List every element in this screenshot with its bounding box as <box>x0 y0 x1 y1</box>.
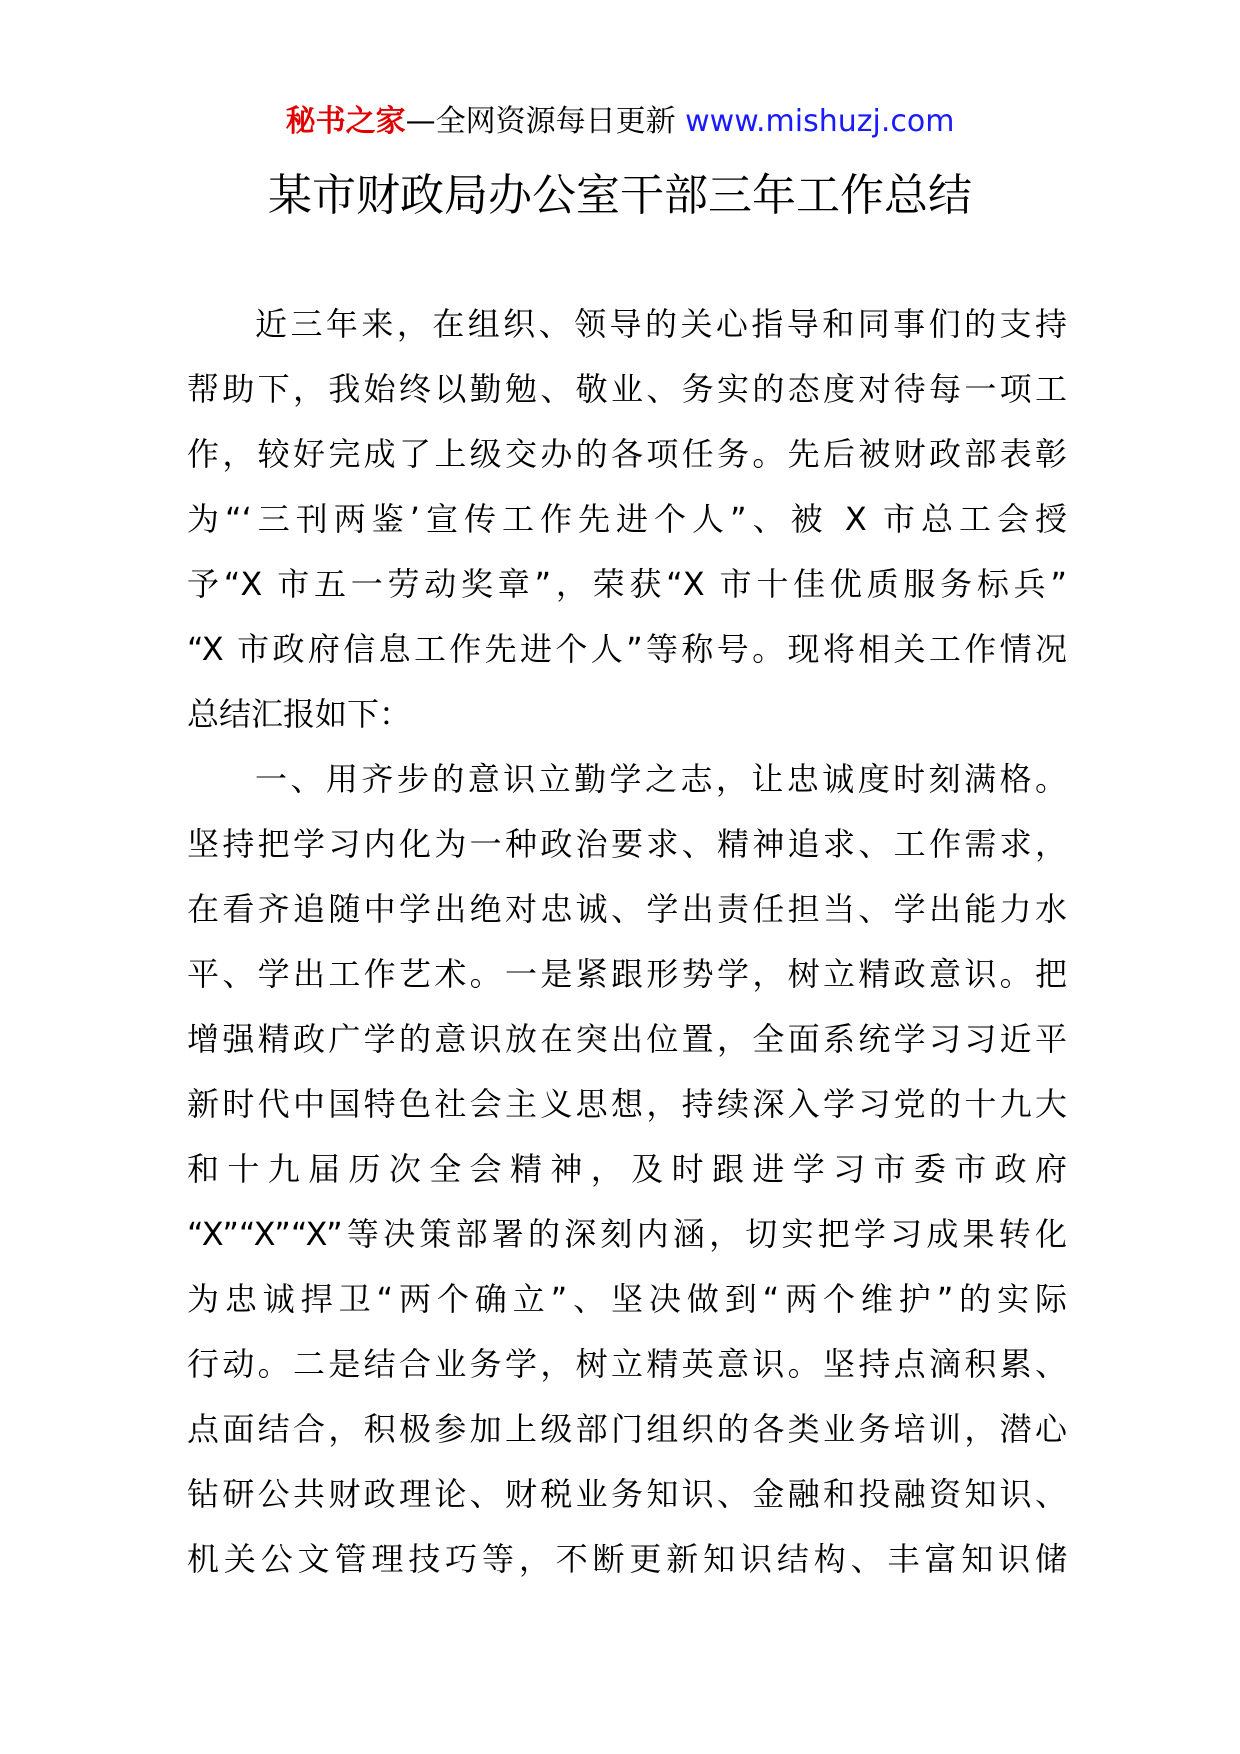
body-line: 总结汇报如下： <box>187 695 412 733</box>
document-title: 某市财政局办公室干部三年工作总结 <box>268 170 972 221</box>
body-line: 为“‘三刊两鉴’宣传工作先进个人”、被 X 市总工会授 <box>187 500 1067 538</box>
body-line: 增强精政广学的意识放在突出位置，全面系统学习习近平 <box>187 1020 1067 1058</box>
body-line: 作，较好完成了上级交办的各项任务。先后被财政部表彰 <box>187 435 1067 473</box>
body-line: 帮助下，我始终以勤勉、敬业、务实的态度对待每一项工 <box>187 370 1067 408</box>
site-brand: 秘书之家 <box>285 104 406 139</box>
body-line: 平、学出工作艺术。一是紧跟形势学，树立精政意识。把 <box>187 955 1067 993</box>
body-line: 坚持把学习内化为一种政治要求、精神追求、工作需求， <box>187 825 1067 863</box>
site-url-link[interactable]: www.mishuzj.com <box>685 104 955 139</box>
body-line: “X 市政府信息工作先进个人”等称号。现将相关工作情况 <box>187 630 1067 668</box>
body-line: 为忠诚捍卫“两个确立”、坚决做到“两个维护”的实际 <box>187 1280 1067 1318</box>
body-line: “X”“X”“X”等决策部署的深刻内涵，切实把学习成果转化 <box>187 1215 1067 1253</box>
document-body <box>187 292 1067 1592</box>
body-line: 予“X 市五一劳动奖章”，荣获“X 市十佳优质服务标兵” <box>187 565 1067 603</box>
body-line: 行动。二是结合业务学，树立精英意识。坚持点滴积累、 <box>187 1345 1067 1383</box>
body-line: 钻研公共财政理论、财税业务知识、金融和投融资知识、 <box>187 1475 1067 1513</box>
body-line: 新时代中国特色社会主义思想，持续深入学习党的十九大 <box>187 1085 1067 1123</box>
body-line: 近三年来，在组织、领导的关心指导和同事们的支持 <box>255 305 1067 343</box>
body-line: 机关公文管理技巧等，不断更新知识结构、丰富知识储 <box>187 1540 1067 1578</box>
site-tagline: —全网资源每日更新 <box>405 104 686 139</box>
body-line: 点面结合，积极参加上级部门组织的各类业务培训，潜心 <box>187 1410 1067 1448</box>
site-header <box>0 100 1240 144</box>
body-line: 在看齐追随中学出绝对忠诚、学出责任担当、学出能力水 <box>187 890 1067 928</box>
section-heading-line: 一、用齐步的意识立勤学之志，让忠诚度时刻满格。 <box>255 760 1067 798</box>
body-line: 和十九届历次全会精神，及时跟进学习市委市政府 <box>187 1150 1067 1188</box>
